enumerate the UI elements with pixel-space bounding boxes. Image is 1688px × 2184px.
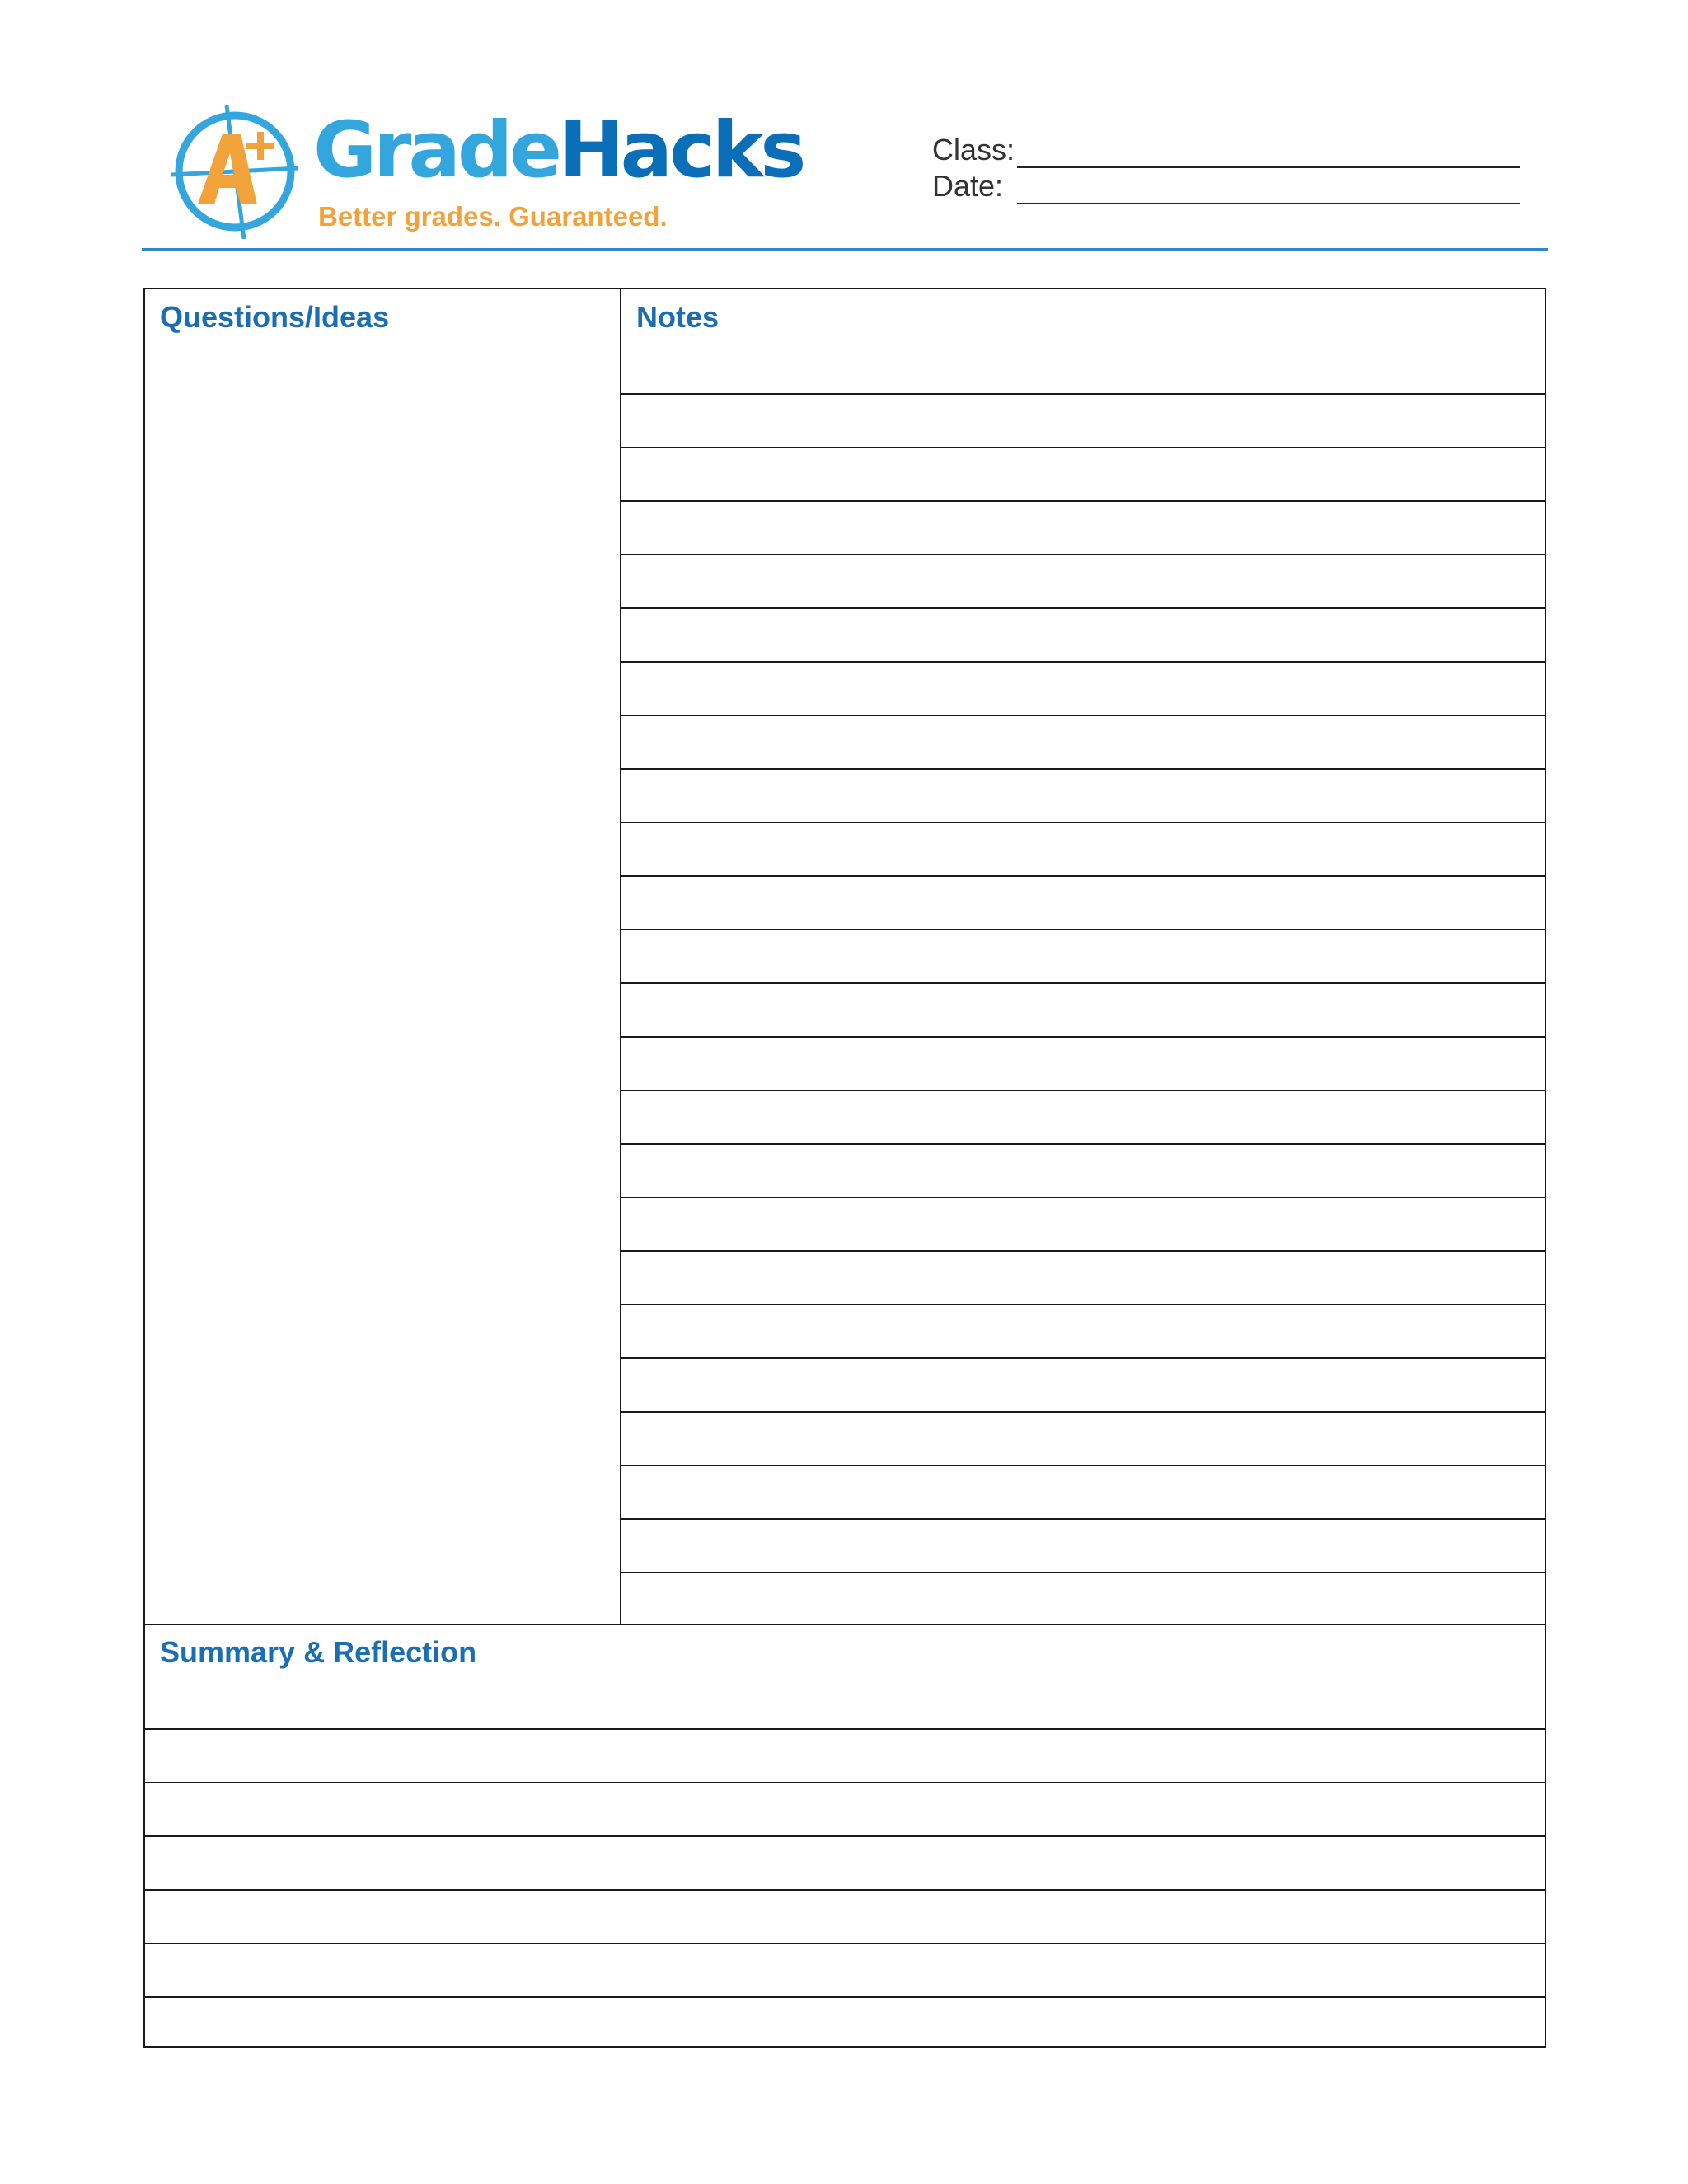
summary-line — [145, 1835, 1545, 1837]
notes-line — [621, 1357, 1545, 1359]
notes-heading: Notes — [636, 300, 720, 334]
notes-line — [621, 1411, 1545, 1413]
brand-hacks-text: Hacks — [558, 105, 804, 195]
notes-line — [621, 982, 1545, 984]
summary-line — [145, 1996, 1545, 1998]
class-underline[interactable] — [1017, 166, 1520, 168]
notes-line — [621, 929, 1545, 930]
cornell-notes-sheet — [143, 288, 1546, 2048]
notes-line — [621, 393, 1545, 395]
notes-line — [621, 1518, 1545, 1520]
questions-ideas-heading: Questions/Ideas — [160, 300, 390, 334]
notes-line — [621, 768, 1545, 770]
class-field[interactable] — [932, 132, 1015, 168]
notes-line — [621, 500, 1545, 502]
brand-wordmark — [313, 105, 804, 195]
notes-line — [621, 1036, 1545, 1038]
date-underline[interactable] — [1017, 203, 1520, 204]
header-divider — [142, 248, 1548, 251]
gradehacks-logo-icon — [165, 99, 305, 239]
summary-reflection-heading: Summary & Reflection — [160, 1635, 477, 1669]
date-field[interactable] — [932, 168, 1003, 204]
notes-line — [621, 1090, 1545, 1091]
notes-line — [621, 1250, 1545, 1252]
notes-line — [621, 554, 1545, 555]
notes-line — [621, 715, 1545, 716]
notes-line — [621, 822, 1545, 823]
summary-line — [145, 1782, 1545, 1783]
notes-line — [621, 1572, 1545, 1573]
summary-line — [145, 1889, 1545, 1891]
summary-section-divider — [145, 1624, 1545, 1625]
notes-line — [621, 607, 1545, 609]
summary-line — [145, 1943, 1545, 1944]
date-label: Date: — [932, 169, 1004, 203]
summary-line — [145, 1728, 1545, 1730]
notes-line — [621, 447, 1545, 448]
notes-line — [621, 1304, 1545, 1305]
brand-grade-text: Grade — [313, 105, 559, 195]
class-label: Class: — [932, 133, 1015, 166]
notes-line — [621, 1143, 1545, 1145]
target-crosshair-icon — [165, 99, 305, 239]
notes-line — [621, 661, 1545, 663]
notes-line — [621, 1197, 1545, 1198]
notes-line — [621, 875, 1545, 877]
brand-tagline: Better grades. Guaranteed. — [318, 201, 668, 232]
questions-column-divider — [620, 289, 621, 1624]
notes-line — [621, 1465, 1545, 1466]
